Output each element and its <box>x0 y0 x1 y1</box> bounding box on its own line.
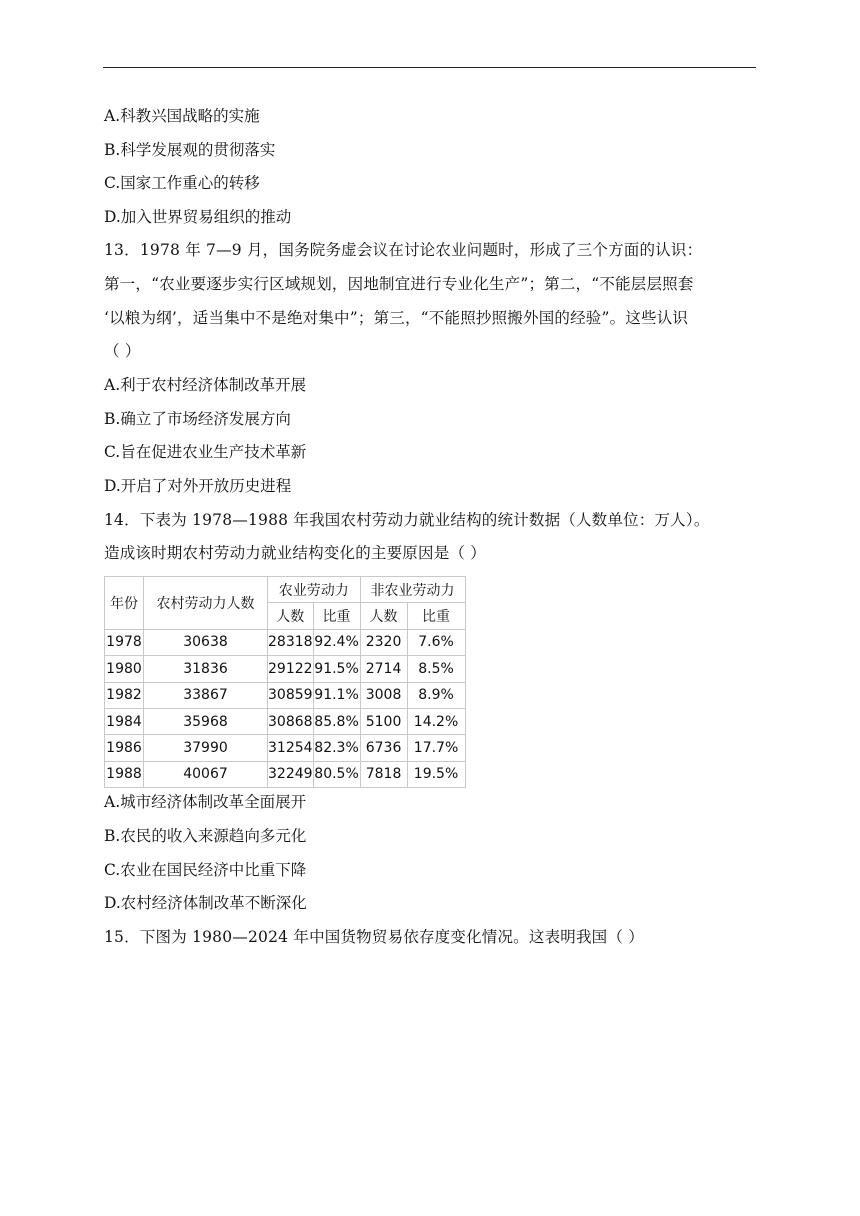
nonagri-count-cell: 2320 <box>360 629 407 655</box>
year-cell: 1984 <box>105 708 144 734</box>
nonagri-share-cell: 19.5% <box>407 761 465 787</box>
table-row <box>105 708 466 734</box>
table-row <box>105 682 466 708</box>
nonagri-share-cell: 8.5% <box>407 656 465 682</box>
agri-count-cell: 28318 <box>268 629 314 655</box>
labor-structure-table <box>104 576 466 788</box>
agri-share-cell: 91.1% <box>313 682 360 708</box>
q13-stem-line-4: （ ） <box>104 342 141 360</box>
header-agri-count: 人数 <box>268 603 314 629</box>
q14-option-d: D.农村经济体制改革不断深化 <box>104 894 307 912</box>
nonagri-share-cell: 17.7% <box>407 735 465 761</box>
total-cell: 40067 <box>144 761 268 787</box>
table-row <box>105 735 466 761</box>
header-rule <box>103 67 756 68</box>
total-cell: 37990 <box>144 735 268 761</box>
header-nonagri-share: 比重 <box>407 603 465 629</box>
agri-count-cell: 29122 <box>268 656 314 682</box>
nonagri-share-cell: 14.2% <box>407 708 465 734</box>
q13-option-b: B.确立了市场经济发展方向 <box>104 410 291 428</box>
q14-option-b: B.农民的收入来源趋向多元化 <box>104 827 307 845</box>
year-cell: 1988 <box>105 761 144 787</box>
year-cell: 1982 <box>105 682 144 708</box>
agri-count-cell: 31254 <box>268 735 314 761</box>
header-nonagri-labor: 非农业劳动力 <box>360 577 465 603</box>
header-nonagri-count: 人数 <box>360 603 407 629</box>
table-row <box>105 629 466 655</box>
header-rural-labor-total: 农村劳动力人数 <box>144 577 268 630</box>
total-cell: 35968 <box>144 708 268 734</box>
year-cell: 1978 <box>105 629 144 655</box>
q14-stem-line-2: 造成该时期农村劳动力就业结构变化的主要原因是（ ） <box>104 544 486 562</box>
table-row <box>105 761 466 787</box>
agri-share-cell: 91.5% <box>313 656 360 682</box>
year-cell: 1986 <box>105 735 144 761</box>
total-cell: 31836 <box>144 656 268 682</box>
nonagri-share-cell: 7.6% <box>407 629 465 655</box>
header-year: 年份 <box>105 577 144 630</box>
agri-share-cell: 92.4% <box>313 629 360 655</box>
q13-stem-line-2: 第一，“农业要逐步实行区域规划，因地制宜进行专业化生产”；第二，“不能层层照套 <box>104 275 694 293</box>
q13-stem-line-3: ‘以粮为纲’，适当集中不是绝对集中”；第三，“不能照抄照搬外国的经验”。这些认识 <box>104 309 689 327</box>
header-agri-labor: 农业劳动力 <box>268 577 361 603</box>
q14-option-c: C.农业在国民经济中比重下降 <box>104 861 307 879</box>
table-row <box>105 656 466 682</box>
q15-stem-line-1: 15．下图为 1980—2024 年中国货物贸易依存度变化情况。这表明我国（ ） <box>104 928 644 946</box>
q13-stem-line-1: 13．1978 年 7—9 月，国务院务虚会议在讨论农业问题时，形成了三个方面的认识： <box>104 241 703 259</box>
agri-share-cell: 82.3% <box>313 735 360 761</box>
q12-option-d: D.加入世界贸易组织的推动 <box>104 208 292 226</box>
agri-count-cell: 30868 <box>268 708 314 734</box>
total-cell: 33867 <box>144 682 268 708</box>
nonagri-count-cell: 2714 <box>360 656 407 682</box>
q13-option-a: A.利于农村经济体制改革开展 <box>104 376 307 394</box>
agri-share-cell: 80.5% <box>313 761 360 787</box>
q12-option-a: A.科教兴国战略的实施 <box>104 107 260 125</box>
q13-option-c: C.旨在促进农业生产技术革新 <box>104 443 307 461</box>
year-cell: 1980 <box>105 656 144 682</box>
nonagri-count-cell: 5100 <box>360 708 407 734</box>
nonagri-count-cell: 7818 <box>360 761 407 787</box>
q14-option-a: A.城市经济体制改革全面展开 <box>104 793 307 811</box>
agri-count-cell: 32249 <box>268 761 314 787</box>
agri-share-cell: 85.8% <box>313 708 360 734</box>
total-cell: 30638 <box>144 629 268 655</box>
q12-option-b: B.科学发展观的贯彻落实 <box>104 141 276 159</box>
q14-stem-line-1: 14．下表为 1978—1988 年我国农村劳动力就业结构的统计数据（人数单位：万人）。 <box>104 511 710 529</box>
agri-count-cell: 30859 <box>268 682 314 708</box>
nonagri-share-cell: 8.9% <box>407 682 465 708</box>
header-agri-share: 比重 <box>313 603 360 629</box>
q12-option-c: C.国家工作重心的转移 <box>104 174 260 192</box>
nonagri-count-cell: 6736 <box>360 735 407 761</box>
nonagri-count-cell: 3008 <box>360 682 407 708</box>
q13-option-d: D.开启了对外开放历史进程 <box>104 477 292 495</box>
